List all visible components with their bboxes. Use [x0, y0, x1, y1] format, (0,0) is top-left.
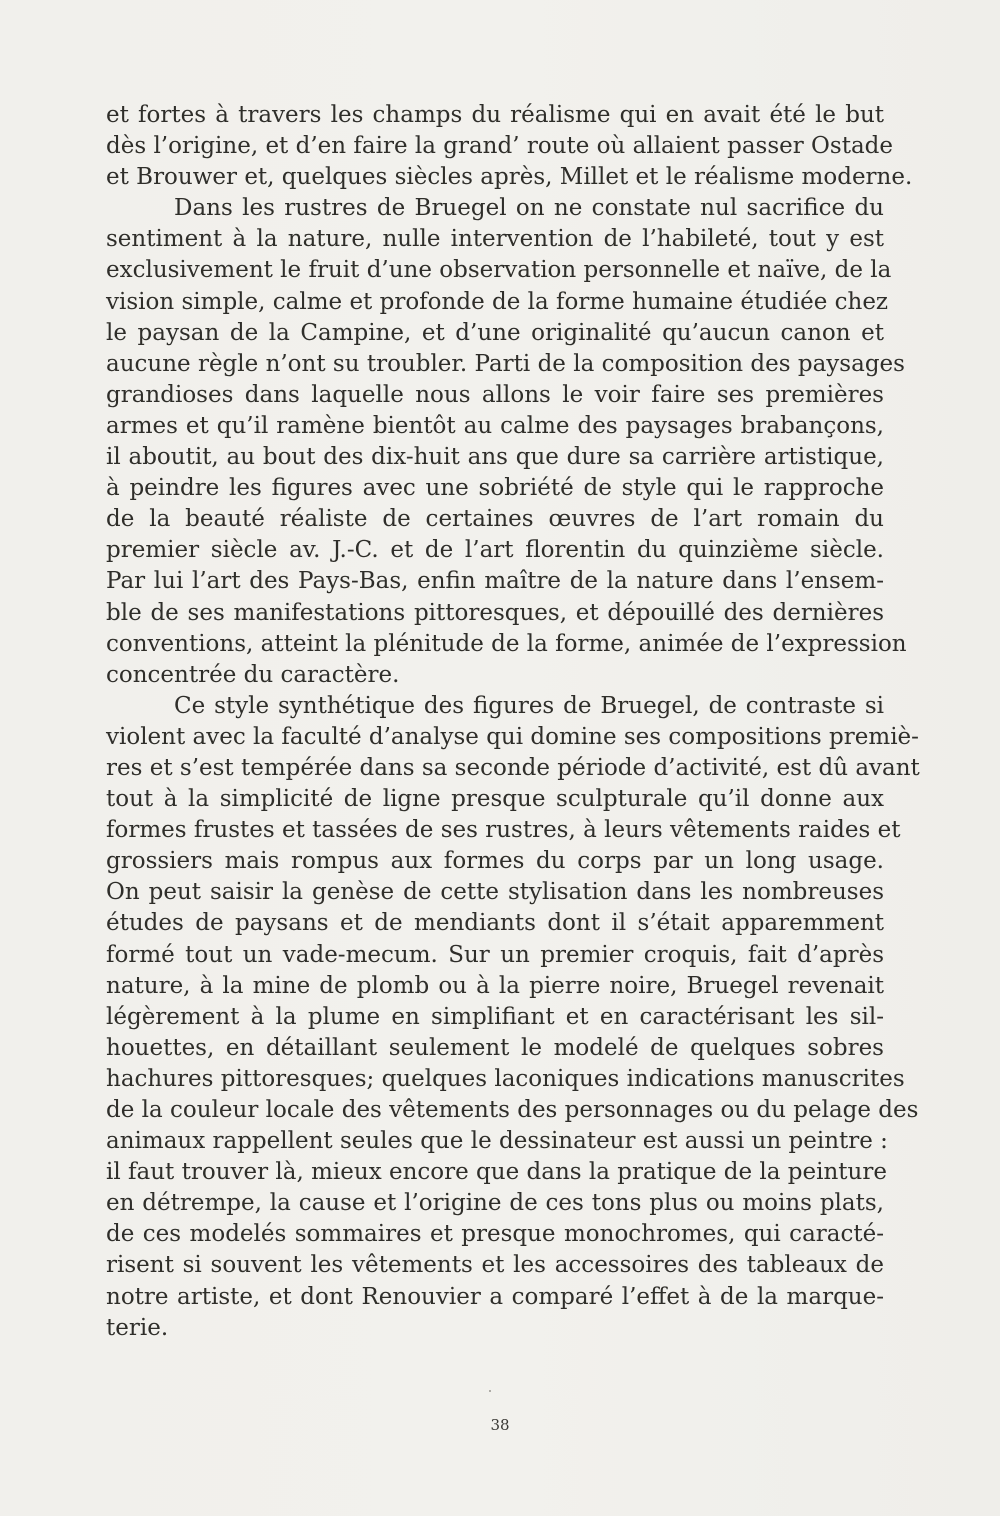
text-line: notre artiste, et dont Renouvier a comparé l’effet à de la marque-: [106, 1283, 884, 1310]
text-line: le paysan de la Campine, et d’une originalité qu’aucun canon et: [106, 319, 884, 346]
text-line: et fortes à travers les champs du réalisme qui en avait été le but: [106, 102, 884, 128]
text-line: exclusivement le fruit d’une observation personnelle et naïve, de la: [106, 257, 892, 284]
text-line: sentiment à la nature, nulle intervention de l’habileté, tout y est: [106, 226, 884, 253]
paragraph: [106, 193, 907, 691]
text-line: tout à la simplicité de ligne presque sculpturale qu’il donne aux: [106, 786, 884, 813]
text-line: dès l’origine, et d’en faire la grand’ route où allaient passer Ostade: [106, 133, 894, 160]
text-line: concentrée du caractère.: [106, 661, 400, 688]
text-line: Ce style synthétique des figures de Bruegel, de contraste si: [174, 692, 884, 719]
text-line: conventions, atteint la plénitude de la forme, animée de l’expression: [106, 630, 907, 657]
text-line: vision simple, calme et profonde de la forme humaine étudiée chez: [106, 288, 889, 315]
text-line: de la beauté réaliste de certaines œuvres de l’art romain du: [106, 506, 884, 533]
page-number: 38: [490, 1416, 510, 1434]
text-line: formes frustes et tassées de ses rustres, à leurs vêtements raides et: [106, 817, 901, 844]
text-line: il faut trouver là, mieux encore que dans la pratique de la peinture: [106, 1159, 887, 1186]
text-line: légèrement à la plume en simplifiant et en caractérisant les sil-: [106, 1003, 884, 1030]
text-line: à peindre les figures avec une sobriété de style qui le rapproche: [106, 475, 884, 502]
text-line: nature, à la mine de plomb ou à la pierre noire, Bruegel revenait: [106, 972, 884, 999]
body-text: [106, 100, 920, 1344]
text-line: en détrempe, la cause et l’origine de ces tons plus ou moins plats,: [106, 1190, 884, 1217]
text-line: risent si souvent les vêtements et les accessoires des tableaux de: [106, 1252, 884, 1279]
text-line: formé tout un vade-mecum. Sur un premier croquis, fait d’après: [106, 941, 884, 968]
text-line: grandioses dans laquelle nous allons le voir faire ses premières: [106, 381, 884, 408]
text-line: Dans les rustres de Bruegel on ne constate nul sacrifice du: [174, 195, 884, 222]
text-line: hachures pittoresques; quelques laconiques indications manuscrites: [106, 1065, 905, 1092]
text-line: houettes, en détaillant seulement le modelé de quelques sobres: [106, 1034, 884, 1061]
text-line: il aboutit, au bout des dix-huit ans que dure sa carrière artistique,: [106, 444, 884, 471]
text-line: terie.: [106, 1314, 169, 1341]
text-line: premier siècle av. J.-C. et de l’art florentin du quinzième siècle.: [106, 537, 884, 564]
text-line: grossiers mais rompus aux formes du corps par un long usage.: [106, 848, 884, 875]
paragraph: [106, 100, 913, 193]
text-line: res et s’est tempérée dans sa seconde période d’activité, est dû avant: [106, 754, 920, 781]
text-line: de ces modelés sommaires et presque monochromes, qui caracté-: [106, 1221, 884, 1248]
text-line: de la couleur locale des vêtements des personnages ou du pelage des: [106, 1097, 919, 1123]
paper-speck: [489, 1390, 491, 1392]
text-line: armes et qu’il ramène bientôt au calme des paysages brabançons,: [106, 412, 884, 439]
text-line: violent avec la faculté d’analyse qui domine ses compositions premiè-: [106, 723, 919, 750]
text-line: animaux rappellent seules que le dessinateur est aussi un peintre :: [106, 1128, 888, 1155]
text-line: On peut saisir la genèse de cette stylisation dans les nombreuses: [106, 879, 884, 906]
text-line: Par lui l’art des Pays-Bas, enfin maître de la nature dans l’ensem-: [106, 568, 884, 595]
text-line: ble de ses manifestations pittoresques, et dépouillé des dernières: [106, 599, 884, 626]
text-line: et Brouwer et, quelques siècles après, Millet et le réalisme moderne.: [106, 164, 913, 191]
text-line: aucune règle n’ont su troubler. Parti de la composition des paysages: [106, 350, 905, 377]
text-line: études de paysans et de mendiants dont il s’était apparemment: [106, 910, 884, 937]
paragraph: [106, 691, 920, 1344]
